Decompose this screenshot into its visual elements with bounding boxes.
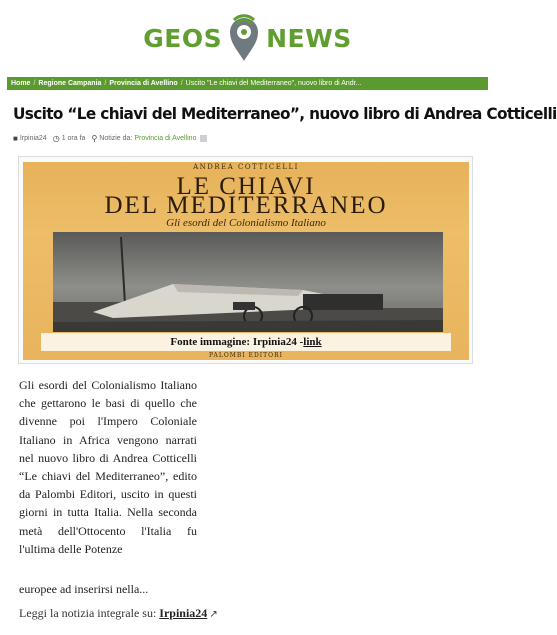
image-caption — [41, 333, 451, 351]
cover-title — [23, 173, 469, 219]
breadcrumb — [7, 77, 488, 90]
category-link[interactable]: Provincia di Avellino — [134, 135, 197, 142]
external-link-icon: ↗ — [209, 609, 218, 620]
breadcrumb-separator: / — [104, 80, 107, 87]
cover-publisher: PALOMBI EDITORI — [209, 352, 283, 359]
breadcrumb-provincia-avellino[interactable]: Provincia di Avellino — [109, 80, 178, 87]
logo-text-left: GEOS — [143, 23, 223, 53]
breadcrumb-home[interactable]: Home — [11, 80, 31, 87]
caption-text: Fonte immagine: Irpinia24 - — [170, 336, 304, 348]
flag-icon — [200, 135, 207, 142]
breadcrumb-separator: / — [33, 80, 36, 87]
logo-text-right: NEWS — [266, 23, 352, 53]
cover-title-line2: DEL MEDITERRANEO — [104, 192, 388, 219]
site-logo[interactable] — [0, 12, 495, 64]
breadcrumb-current: Uscito "Le chiavi del Mediterraneo", nuovo libro di Andr... — [185, 80, 362, 87]
article-time: 1 ora fa — [61, 135, 86, 142]
article-body-tail: europee ad inserirsi nella... — [19, 582, 149, 596]
article-body: Gli esordi del Colonialismo Italiano che gettarono le basi di quello che divenne poi l'Impero Coloniale Italiano in Africa vengono narrati nel nuovo libro di Andrea Cotticelli “Le chiavi del Mediterraneo”, edito da Palombi Editori, uscito in questi giorni in tutta Italia. Nella seconda metà dell'Ottocento l'Italia fu l'ultima delle Potenze — [19, 378, 197, 556]
map-marker-icon: ⚲ — [91, 134, 98, 143]
breadcrumb-separator: / — [180, 80, 183, 87]
cover-author: ANDREA COTTICELLI — [193, 163, 299, 171]
article-title: Uscito “Le chiavi del Mediterraneo”, nuovo libro di Andrea Cotticelli — [13, 104, 557, 123]
cover-title-line1: LE CHIAVI — [176, 173, 316, 200]
read-more-label: Leggi la notizia integrale su: — [19, 606, 157, 620]
article-meta — [13, 134, 207, 143]
breadcrumb-regione-campania[interactable]: Regione Campania — [38, 80, 102, 87]
historic-photo — [53, 232, 443, 332]
author-avatar-icon: ■ — [13, 134, 18, 143]
book-cover — [23, 162, 469, 360]
clock-icon: ◷ — [52, 134, 60, 143]
read-more — [19, 606, 218, 621]
cover-subtitle: Gli esordi del Colonialismo Italiano — [166, 217, 326, 229]
category-prefix: Notizie da: — [99, 135, 133, 142]
read-more-link[interactable]: Irpinia24 — [159, 606, 208, 620]
caption-link[interactable]: link — [303, 336, 322, 348]
location-pin-icon — [226, 13, 262, 63]
article-image — [18, 156, 473, 364]
article-author: Irpinia24 — [19, 135, 47, 142]
